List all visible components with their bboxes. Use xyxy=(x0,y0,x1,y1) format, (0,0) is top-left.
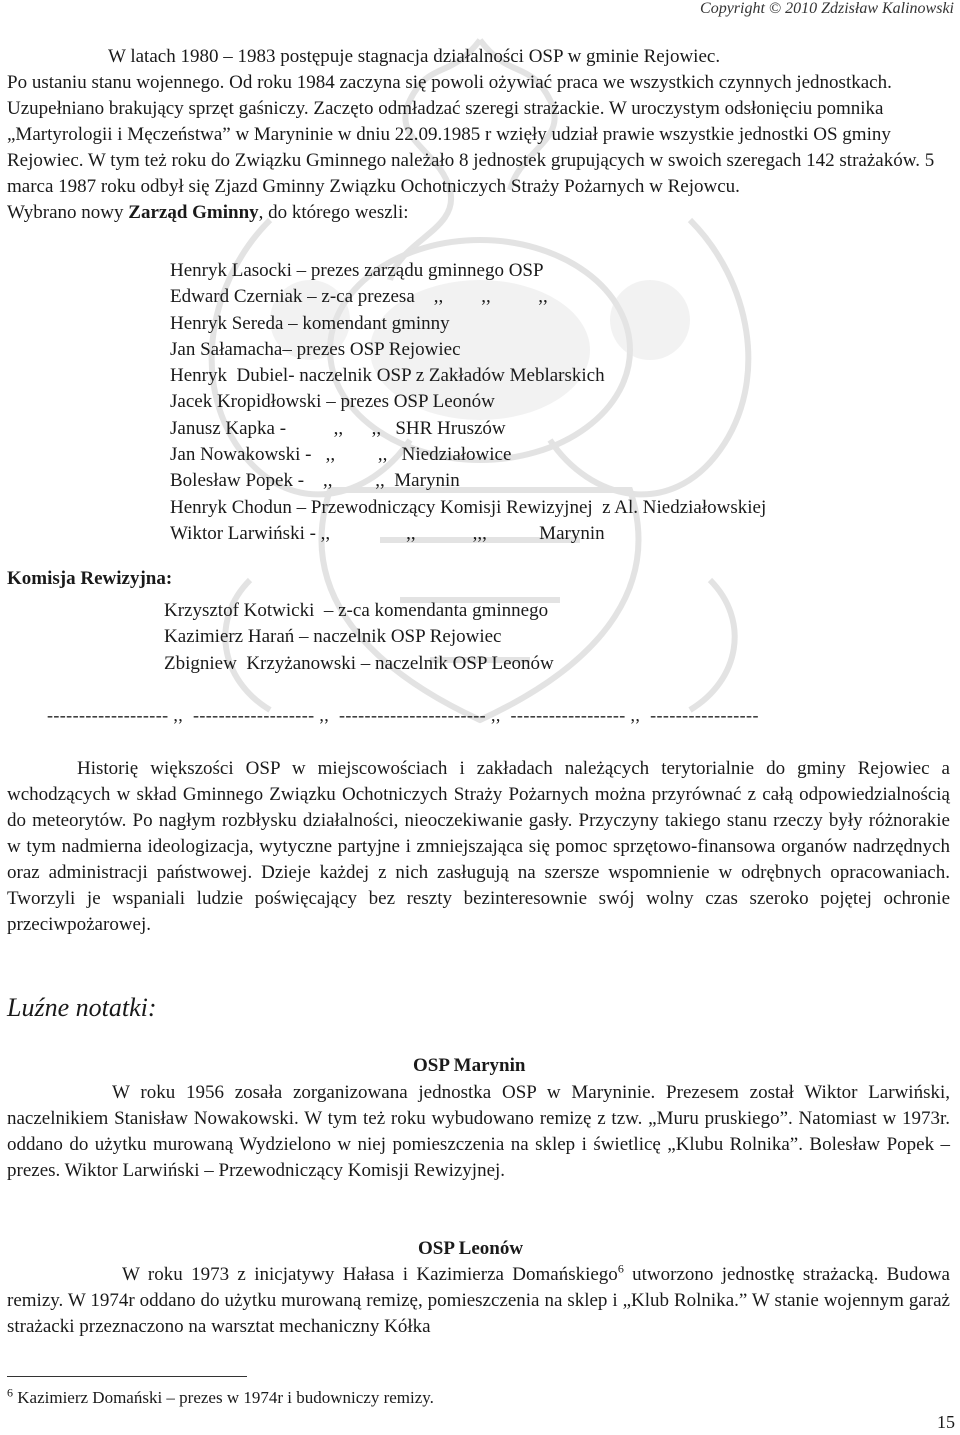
footnote-ref: 6 xyxy=(617,1261,624,1276)
audit-committee-heading: Komisja Rewizyjna: xyxy=(7,568,173,589)
dashed-separator: ------------------- ,, ------------------- ,, ----------------------- ,, ------------------ ,, ----------------- xyxy=(47,705,759,725)
board-member: Henryk Sereda – komendant gminny xyxy=(170,312,450,334)
footnote-number: 6 xyxy=(7,1385,13,1400)
copyright-notice: Copyright © 2010 Zdzisław Kalinowski xyxy=(700,0,954,17)
board-member: Jan Sałamacha– prezes OSP Rejowiec xyxy=(170,338,461,360)
board-member: Henryk Dubiel- naczelnik OSP z Zakładów Meblarskich xyxy=(170,365,605,387)
osp-marynin-text: W roku 1956 zosała zorganizowana jednostka OSP w Maryninie. Prezesem został Wiktor Larwiński, naczelnikiem Stanisław Nowakowski. W tym też roku wybudowano remizę z tzw. „Muru pruskiego”. Natomiast w 1973r. oddano do użytku murowaną Wydzielono w niej pomieszczenia na sklep i świetlicę „Klubu Rolnika”. Bolesław Popek – prezes. Wiktor Larwiński – Przewodniczący Komisji Rewizyjnej. xyxy=(7,1082,950,1181)
board-member: Bolesław Popek - ,, ,, Marynin xyxy=(170,470,460,492)
page-number: 15 xyxy=(937,1412,955,1432)
audit-committee-list xyxy=(164,598,554,677)
osp-leonow-paragraph xyxy=(7,1262,950,1340)
osp-leonow-text-after: utworzono jednostkę strażacką. Budowa remizy. W 1974r oddano do użytku murowaną remizę, pomieszczenia na sklep i „Klub Rolnika.” W stanie wojennym garaż strażacki przeznaczono na warsztat mechaniczny Kółka xyxy=(7,1264,950,1337)
history-paragraph xyxy=(7,756,950,938)
osp-leonow-heading: OSP Leonów xyxy=(418,1238,524,1259)
board-member: Edward Czerniak – z-ca prezesa ,, ,, ,, xyxy=(170,286,548,308)
intro-first-line: W latach 1980 – 1983 postępuje stagnacja działalności OSP w gminie Rejowiec. xyxy=(108,46,721,67)
board-lead-bold: Zarząd Gminny xyxy=(128,202,259,223)
board-member: Henryk Lasocki – prezes zarządu gminnego OSP xyxy=(170,260,544,281)
board-member: Jan Nowakowski - ,, ,, Niedziałowice xyxy=(170,444,512,466)
intro-text: Po ustaniu stanu wojennego. Od roku 1984 zaczyna się powoli ożywiać praca we wszystkich czynnych jednostkach. Uzupełniano brakujący sprzęt gaśniczy. Zaczęto odmładzać szeregi strażackie. W uroczystym odsłonięciu pomnika „Martyrologii i Męczeństwa” w Maryninie w dniu 22.09.1985 r wzięły udział prawie wszystkie jednostki OS gminy Rejowiec. W tym też roku do Związku Gminnego należało 8 jednostek grupujących w swoich szeregach 142 strażaków. 5 marca 1987 roku odbył się Zjazd Gminny Związku Ochotniczych Straży Pożarnych w Rejowcu. xyxy=(7,72,935,197)
osp-marynin-paragraph xyxy=(7,1080,950,1184)
committee-member: Kazimierz Harań – naczelnik OSP Rejowiec xyxy=(164,626,502,648)
footnote-text: Kazimierz Domański – prezes w 1974r i budowniczy remizy. xyxy=(13,1388,434,1407)
board-member: Janusz Kapka - ,, ,, SHR Hruszów xyxy=(170,417,506,439)
board-member: Jacek Kropidłowski – prezes OSP Leonów xyxy=(170,391,495,413)
history-text: Historię większości OSP w miejscowościach i zakładach należących terytorialnie do gminy Rejowiec a wchodzących w skład Gminnego Związku Ochotniczych Straży Pożarnych można przyrównać z całą odpowiedzialnością do meteorytów. Po nagłym rozbłysku działalności, nieoczekiwanie gasły. Przyczyny takiego stanu rzeczy były różnorakie w tym nadmierna ideologizacja, wytyczne partyjne i zmniejszająca się pomoc sprzętowo-finansowa organów nadrzędnych oraz administracji państwowej. Dzieje każdej z nich zasługują na szersze wspomnienie w odrębnych opracowaniach. Tworzyli je wspaniali ludzie poświęcający bez reszty bezinteresownie swój wolny czas szeroko pojętej ochronie przeciwpożarowej. xyxy=(7,758,950,935)
osp-leonow-text-before: W roku 1973 z inicjatywy Hałasa i Kazimierza Domańskiego xyxy=(122,1264,618,1285)
footnote xyxy=(7,1385,434,1408)
board-lead-after: , do którego weszli: xyxy=(258,202,409,223)
committee-member: Krzysztof Kotwicki – z-ca komendanta gminnego xyxy=(164,600,549,621)
footnote-rule xyxy=(7,1376,247,1377)
board-members-list xyxy=(170,258,766,547)
notes-heading: Luźne notatki: xyxy=(7,993,157,1022)
board-member: Henryk Chodun – Przewodniczący Komisji Rewizyjnej z Al. Niedziałowskiej xyxy=(170,496,767,518)
committee-member: Zbigniew Krzyżanowski – naczelnik OSP Leonów xyxy=(164,652,554,674)
board-lead-before: Wybrano nowy xyxy=(7,202,129,223)
intro-paragraph xyxy=(7,44,950,226)
board-member: Wiktor Larwiński - ,, ,, ,,, Marynin xyxy=(170,522,605,544)
osp-marynin-heading: OSP Marynin xyxy=(413,1055,526,1076)
